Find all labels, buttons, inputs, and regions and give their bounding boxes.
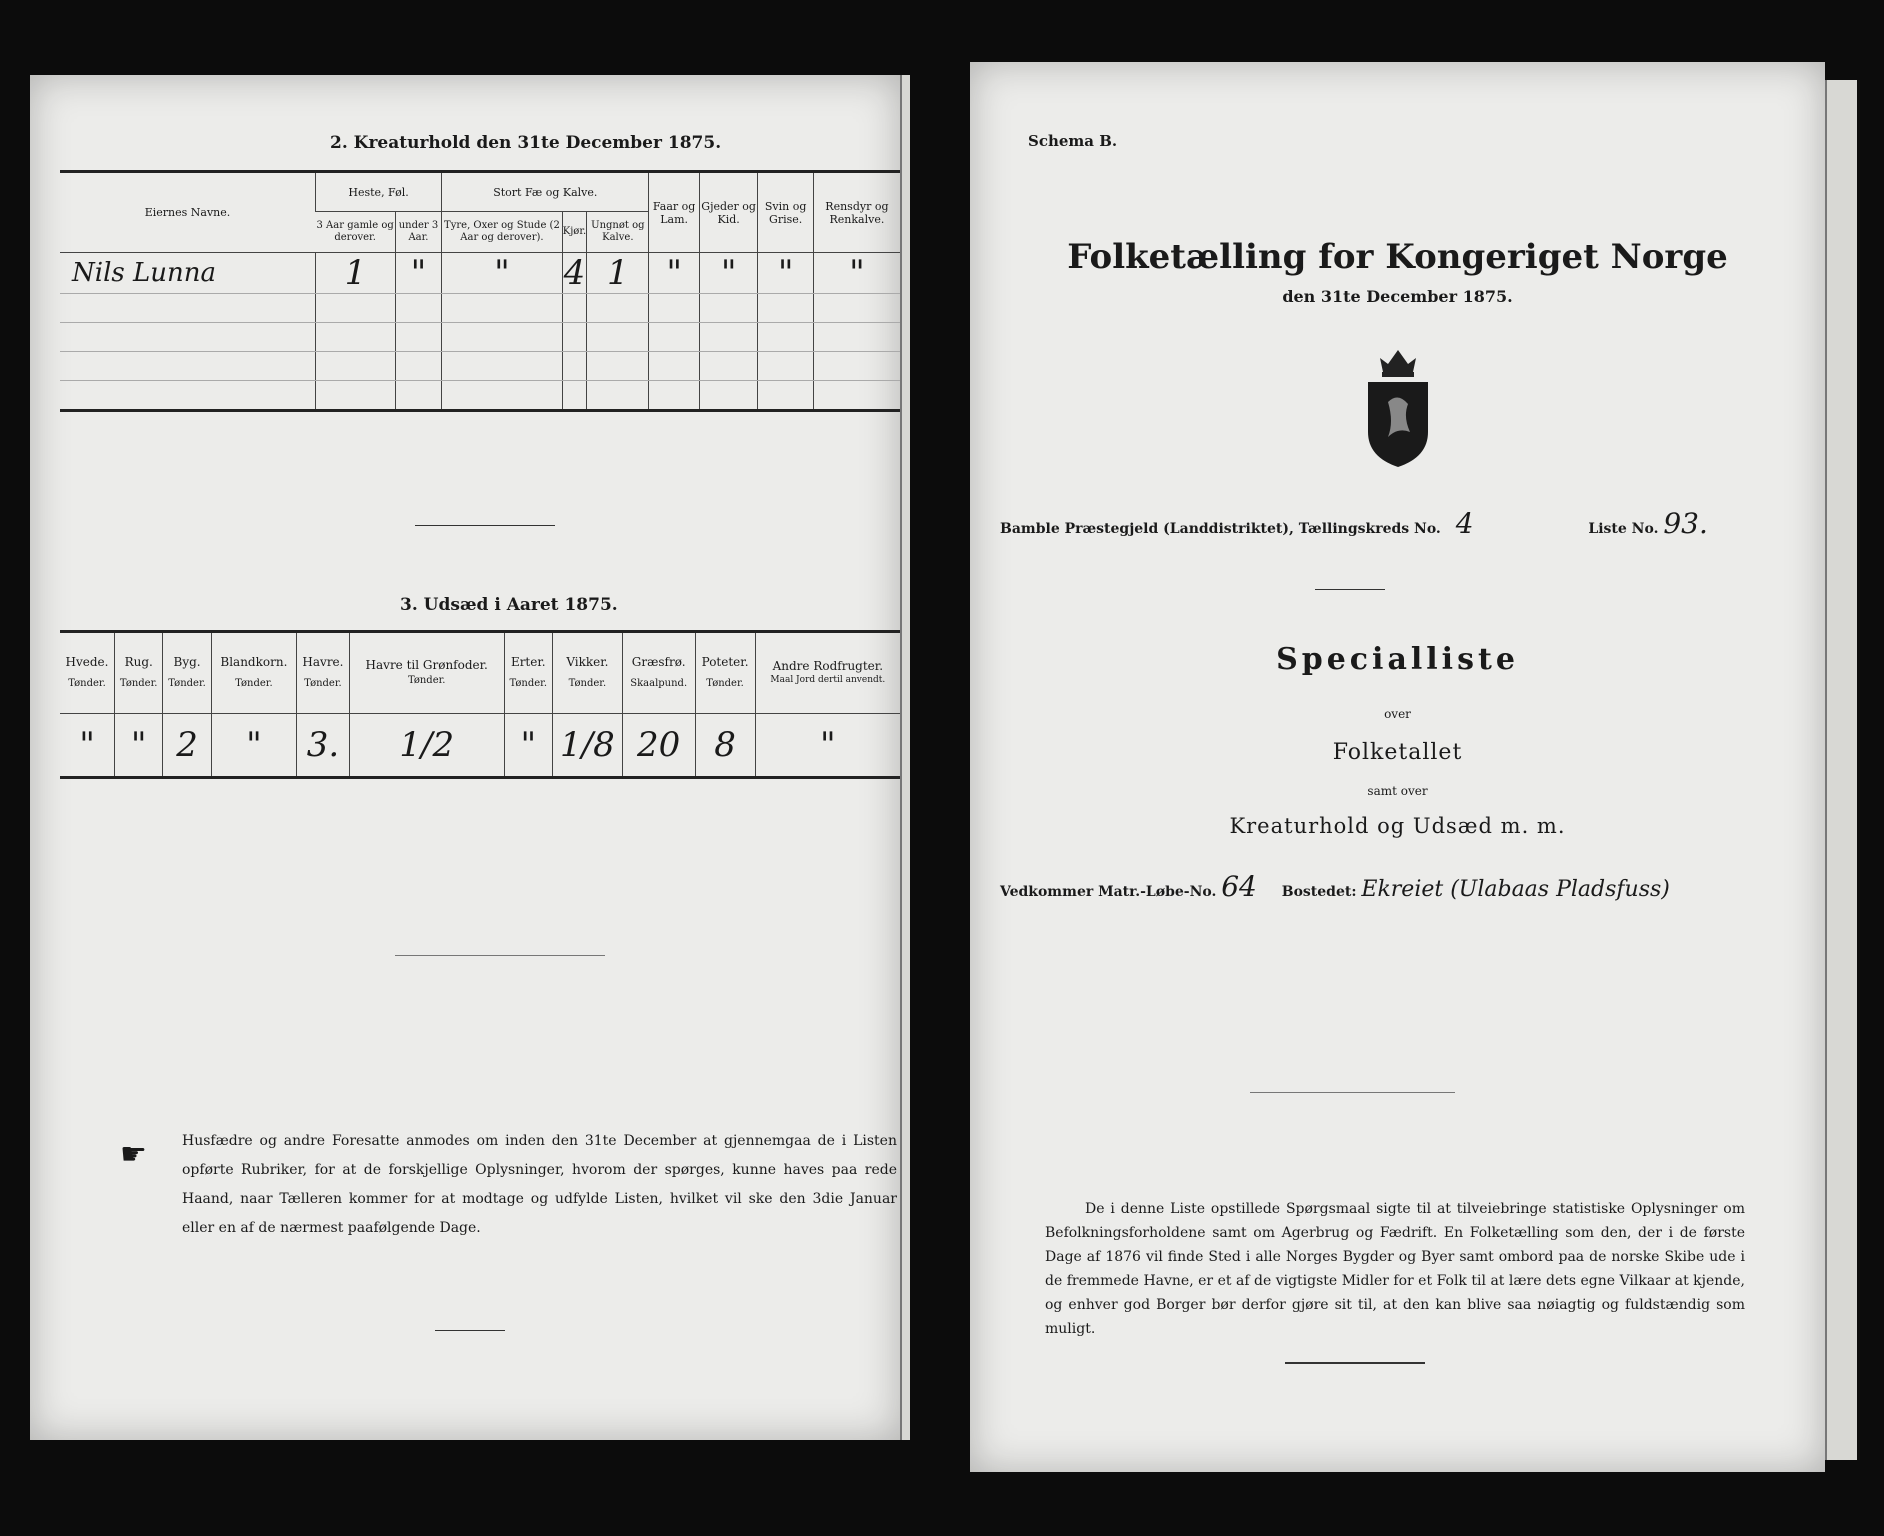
list-title: Specialliste	[1276, 642, 1519, 677]
census-date: den 31te December 1875.	[1282, 287, 1513, 306]
table-row	[60, 352, 900, 381]
bostedet-value: Ekreiet (Ulabaas Pladsfuss)	[1361, 877, 1670, 902]
folketallet-label: Folketallet	[1332, 740, 1463, 765]
seed-value: 1/8	[552, 714, 622, 778]
value-cell: "	[813, 253, 900, 294]
group-header-reindeer: Rensdyr og Renkalve.	[813, 172, 900, 253]
owner-col-header: Eiernes Navne.	[60, 172, 316, 253]
seed-col-header: Poteter. Tønder.	[695, 632, 755, 714]
address-line	[1000, 870, 1820, 903]
seed-table	[60, 630, 900, 779]
matr-value: 64	[1221, 870, 1257, 903]
sub-header-horses-young: under 3 Aar.	[395, 212, 441, 253]
divider	[395, 955, 605, 956]
left-page	[30, 75, 900, 1440]
table-row	[60, 253, 900, 294]
value-cell: 1	[316, 253, 396, 294]
divider	[1250, 1092, 1455, 1093]
seed-col-header: Græsfrø. Skaalpund.	[622, 632, 695, 714]
pointing-hand-icon: ☛	[120, 1137, 147, 1172]
divider	[435, 1330, 505, 1331]
schema-label: Schema B.	[1028, 132, 1118, 150]
value-cell: 4	[563, 253, 586, 293]
value-cell: 1	[587, 253, 649, 294]
divider	[415, 525, 555, 526]
value-cell: "	[442, 253, 563, 294]
liste-no: 93.	[1663, 507, 1708, 540]
seed-col-header: Havre. Tønder.	[297, 632, 350, 714]
group-header-horses: Heste, Føl.	[316, 172, 442, 212]
group-header-pigs: Svin og Grise.	[758, 172, 813, 253]
samt-over-label: samt over	[1367, 784, 1428, 798]
seed-col-header: Byg. Tønder.	[163, 632, 211, 714]
sub-header-bulls: Tyre, Oxer og Stude (2 Aar og derover).	[442, 212, 563, 253]
coat-of-arms-icon	[1358, 342, 1438, 472]
seed-value: "	[79, 725, 95, 765]
seed-value: 2	[163, 714, 211, 778]
seed-value: 1/2	[349, 714, 504, 778]
sub-header-calves: Ungnøt og Kalve.	[587, 212, 649, 253]
table-row	[60, 714, 900, 778]
seed-heading: 3. Udsæd i Aaret 1875.	[400, 595, 618, 615]
seed-value: "	[755, 714, 900, 778]
matr-label: Vedkommer Matr.-Løbe-No.	[1000, 884, 1217, 900]
notice-text: Husfædre og andre Foresatte anmodes om inden den 31te December at gjennemgaa de i Listen opførte Rubriker, for at de forskjellige Oplysninger, hvorom der spørges, kunne haves paa rede Haand, naar Tælleren kommer for at modtage og udfylde Listen, hvilket vil ske den 3die Januar eller en af de nærmest paafølgende Dage.	[182, 1133, 897, 1236]
over-label: over	[1384, 707, 1411, 721]
seed-value: "	[211, 714, 296, 778]
seed-value: 8	[695, 714, 755, 778]
seed-col-header: Vikker. Tønder.	[552, 632, 622, 714]
group-header-cattle: Stort Fæ og Kalve.	[442, 172, 649, 212]
seed-col-header: Erter. Tønder.	[504, 632, 552, 714]
liste-label: Liste No.	[1588, 521, 1659, 537]
livestock-heading: 2. Kreaturhold den 31te December 1875.	[330, 133, 722, 153]
page-title: Folketælling for Kongeriget Norge	[1067, 237, 1728, 277]
seed-col-header: Hvede. Tønder.	[60, 632, 115, 714]
kreaturhold-label: Kreaturhold og Udsæd m. m.	[1229, 814, 1566, 838]
value-cell: "	[699, 253, 758, 294]
right-page	[970, 62, 1825, 1472]
left-page-edge	[900, 75, 910, 1440]
seed-value: "	[115, 714, 163, 778]
sub-header-horses-old: 3 Aar gamle og derover.	[316, 212, 396, 253]
group-header-sheep: Faar og Lam.	[649, 172, 699, 253]
bostedet-label: Bostedet:	[1281, 884, 1357, 900]
district-label: Bamble Præstegjeld (Landdistriktet), Tællingskreds No.	[1000, 521, 1441, 537]
kreds-no: 4	[1455, 507, 1474, 540]
table-row	[60, 381, 900, 411]
seed-col-header: Havre til Grønfoder. Tønder.	[349, 632, 504, 714]
seed-col-header: Andre Rodfrugter. Maal Jord dertil anvendt.	[755, 632, 900, 714]
seed-col-header: Blandkorn. Tønder.	[211, 632, 296, 714]
owner-name: Nils Lunna	[60, 253, 316, 294]
seed-value: "	[504, 714, 552, 778]
district-line	[1000, 507, 1800, 540]
divider	[1315, 589, 1385, 590]
livestock-table	[60, 170, 900, 412]
value-cell: "	[395, 253, 441, 294]
seed-value: 20	[622, 714, 695, 778]
right-page-edge	[1825, 80, 1857, 1460]
footer-text: De i denne Liste opstillede Spørgsmaal sigte til at tilveiebringe statistiske Oplysninger om Befolkningsforholdene samt om Agerbrug og Fædrift. En Folketælling som den, der i de første Dage af 1876 vil finde Sted i alle Norges Bygder og Byer samt ombord paa de norske Skibe ude i de fremmede Havne, er et af de vigtigste Midler for et Folk til at lære dets egne Vilkaar at kjende, og enhver god Borger bør derfor gjøre sit til, at den kan blive saa nøiagtig og fuldstændig som muligt.	[1045, 1201, 1745, 1337]
table-row	[60, 294, 900, 323]
value-cell: "	[758, 253, 813, 294]
seed-col-header: Rug. Tønder.	[115, 632, 163, 714]
seed-value: 3.	[297, 714, 350, 778]
table-row	[60, 323, 900, 352]
divider	[1285, 1362, 1425, 1364]
group-header-goats: Gjeder og Kid.	[699, 172, 758, 253]
sub-header-cows: Kjør.	[562, 212, 586, 253]
value-cell: "	[649, 253, 699, 294]
